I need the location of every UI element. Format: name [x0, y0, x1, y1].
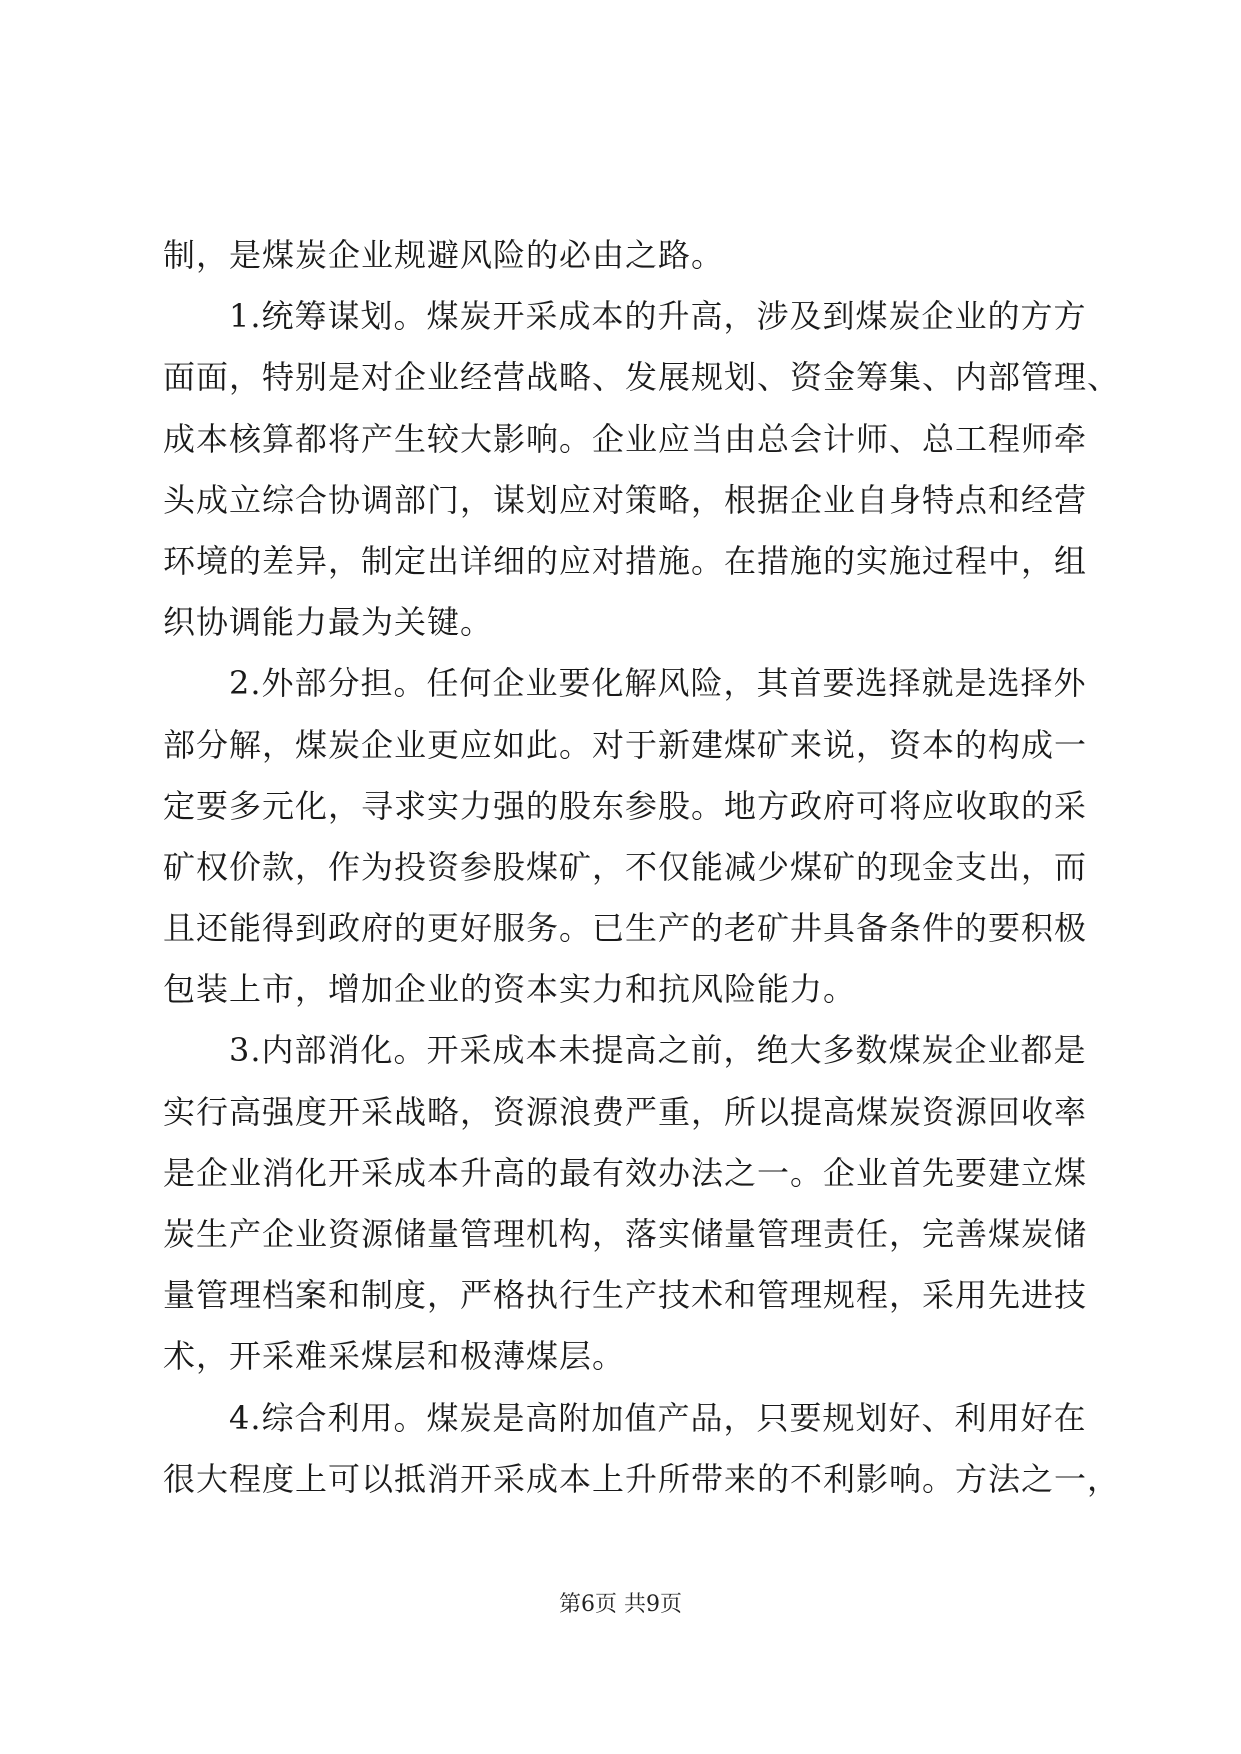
text-line: 制，是煤炭企业规避风险的必由之路。 — [163, 236, 725, 274]
text-line: 3.内部消化。开采成本未提高之前，绝大多数煤炭企业都是 — [229, 1031, 1087, 1070]
text-line: 量管理档案和制度，严格执行生产技术和管理规程，采用先进技 — [163, 1276, 1088, 1315]
text-line: 面面，特别是对企业经营战略、发展规划、资金筹集、内部管理、 — [163, 358, 1121, 397]
text-line: 定要多元化，寻求实力强的股东参股。地方政府可将应收取的采 — [163, 786, 1088, 825]
text-line: 4.综合利用。煤炭是高附加值产品，只要规划好、利用好在 — [229, 1398, 1087, 1437]
text-line: 部分解，煤炭企业更应如此。对于新建煤矿来说，资本的构成一 — [163, 725, 1088, 764]
text-line: 是企业消化开采成本升高的最有效办法之一。企业首先要建立煤 — [163, 1153, 1088, 1192]
text-line: 头成立综合协调部门，谋划应对策略，根据企业自身特点和经营 — [163, 480, 1088, 519]
text-line: 且还能得到政府的更好服务。已生产的老矿井具备条件的要积极 — [163, 909, 1088, 948]
document-body — [163, 225, 1121, 1510]
text-line: 炭生产企业资源储量管理机构，落实储量管理责任，完善煤炭储 — [163, 1215, 1088, 1253]
page-footer: 第6页 共9页 — [559, 1592, 682, 1617]
text-line: 术，开采难采煤层和极薄煤层。 — [163, 1337, 626, 1376]
text-line: 2.外部分担。任何企业要化解风险，其首要选择就是选择外 — [229, 664, 1087, 703]
text-line: 织协调能力最为关键。 — [163, 603, 494, 642]
text-line: 包装上市，增加企业的资本实力和抗风险能力。 — [163, 970, 857, 1009]
text-line: 矿权价款，作为投资参股煤矿，不仅能减少煤矿的现金支出，而 — [163, 847, 1088, 886]
text-line: 成本核算都将产生较大影响。企业应当由总会计师、总工程师牵 — [163, 419, 1088, 458]
text-line: 实行高强度开采战略，资源浪费严重，所以提高煤炭资源回收率 — [163, 1092, 1088, 1131]
text-line: 很大程度上可以抵消开采成本上升所带来的不利影响。方法之一， — [163, 1459, 1121, 1498]
text-line: 环境的差异，制定出详细的应对措施。在措施的实施过程中，组 — [163, 541, 1088, 580]
text-line: 1.统筹谋划。煤炭开采成本的升高，涉及到煤炭企业的方方 — [229, 297, 1087, 336]
